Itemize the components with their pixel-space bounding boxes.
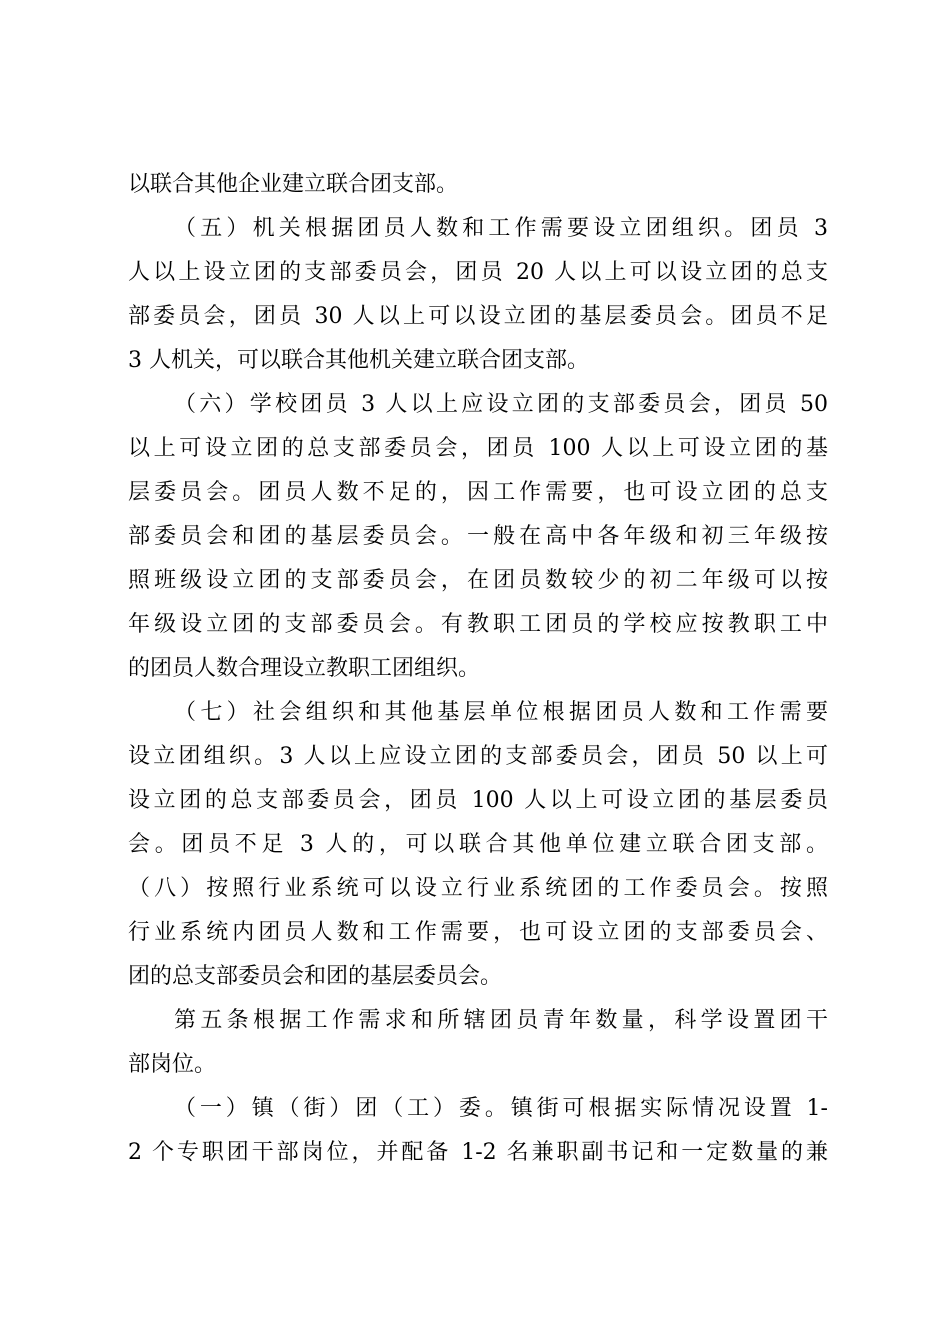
text-line: 年级设立团的支部委员会。有教职工团员的学校应按教职工中 [128,612,828,637]
text-line: （五）机关根据团员人数和工作需要设立团组织。团员 3 [174,216,828,241]
text-line: 的团员人数合理设立教职工团组织。 [128,656,481,681]
text-line: 部岗位。 [128,1052,217,1077]
text-line: （六）学校团员 3 人以上应设立团的支部委员会，团员 50 [174,392,828,417]
text-line: 3 人机关，可以联合其他机关建立联合团支部。 [128,348,589,373]
text-line: 照班级设立团的支部委员会，在团员数较少的初二年级可以按 [128,568,828,593]
text-line: 以联合其他企业建立联合团支部。 [128,172,459,197]
text-line: 行业系统内团员人数和工作需要，也可设立团的支部委员会、 [128,920,828,945]
text-line: （八）按照行业系统可以设立行业系统团的工作委员会。按照 [128,876,828,901]
text-line: 设立团的总支部委员会，团员 100 人以上可设立团的基层委员 [128,788,828,813]
text-line: 以上可设立团的总支部委员会，团员 100 人以上可设立团的基 [128,436,828,461]
text-line: 会。团员不足 3 人的，可以联合其他单位建立联合团支部。 [128,832,828,857]
text-line: 设立团组织。3 人以上应设立团的支部委员会，团员 50 以上可 [128,744,828,769]
text-line: 人以上设立团的支部委员会，团员 20 人以上可以设立团的总支 [128,260,828,285]
text-line: 2 个专职团干部岗位，并配备 1-2 名兼职副书记和一定数量的兼 [128,1140,828,1165]
text-line: 团的总支部委员会和团的基层委员会。 [128,964,503,989]
text-line: （七）社会组织和其他基层单位根据团员人数和工作需要 [174,700,828,725]
text-line: 部委员会和团的基层委员会。一般在高中各年级和初三年级按 [128,524,828,549]
text-line: （一）镇（街）团（工）委。镇街可根据实际情况设置 1- [174,1096,828,1121]
text-line: 部委员会，团员 30 人以上可以设立团的基层委员会。团员不足 [128,304,828,329]
text-line: 层委员会。团员人数不足的，因工作需要，也可设立团的总支 [128,480,828,505]
text-line: 第五条根据工作需求和所辖团员青年数量，科学设置团干 [174,1008,828,1033]
